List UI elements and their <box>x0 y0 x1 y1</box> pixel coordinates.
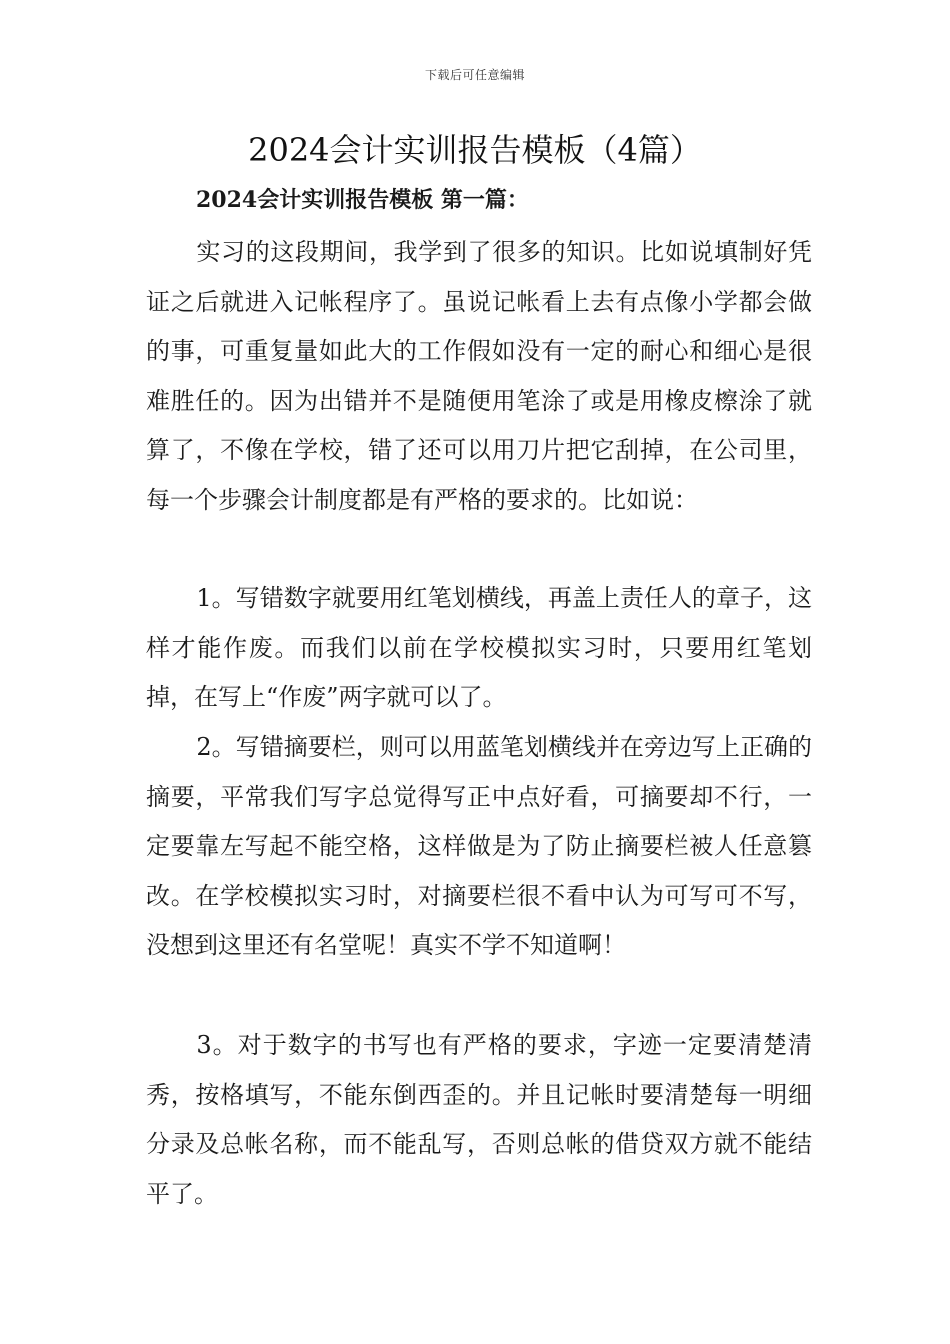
document-title: 2024会计实训报告模板（4篇） <box>248 131 702 169</box>
header-note: 下载后可任意编辑 <box>424 68 525 82</box>
section-heading: 2024会计实训报告模板 第一篇： <box>196 187 529 213</box>
paragraph-item-2: 2。写错摘要栏，则可以用蓝笔划横线并在旁边写上正确的摘要，平常我们写字总觉得写正中点好看，可摘要却不行，一定要靠左写起不能空格，这样做是为了防止摘要栏被人任意篡改。在学校模拟实习时，对摘要栏很不看中认为可写可不写，没想到这里还有名堂呢！真实不学不知道啊！ <box>146 733 812 960</box>
paragraph-intro: 实习的这段期间，我学到了很多的知识。比如说填制好凭证之后就进入记帐程序了。虽说记帐看上去有点像小学都会做的事，可重复量如此大的工作假如没有一定的耐心和细心是很难胜任的。因为出错并不是随便用笔涂了或是用橡皮檫涂了就算了，不像在学校，错了还可以用刀片把它刮掉，在公司里，每一个步骤会计制度都是有严格的要求的。比如说： <box>146 238 812 514</box>
paragraph-item-1: 1。写错数字就要用红笔划横线，再盖上责任人的章子，这样才能作废。而我们以前在学校模拟实习时，只要用红笔划掉，在写上“作废”两字就可以了。 <box>146 584 812 712</box>
paragraph-item-3: 3。对于数字的书写也有严格的要求，字迹一定要清楚清秀，按格填写，不能东倒西歪的。并且记帐时要清楚每一明细分录及总帐名称，而不能乱写，否则总帐的借贷双方就不能结平了。 <box>146 1031 812 1208</box>
